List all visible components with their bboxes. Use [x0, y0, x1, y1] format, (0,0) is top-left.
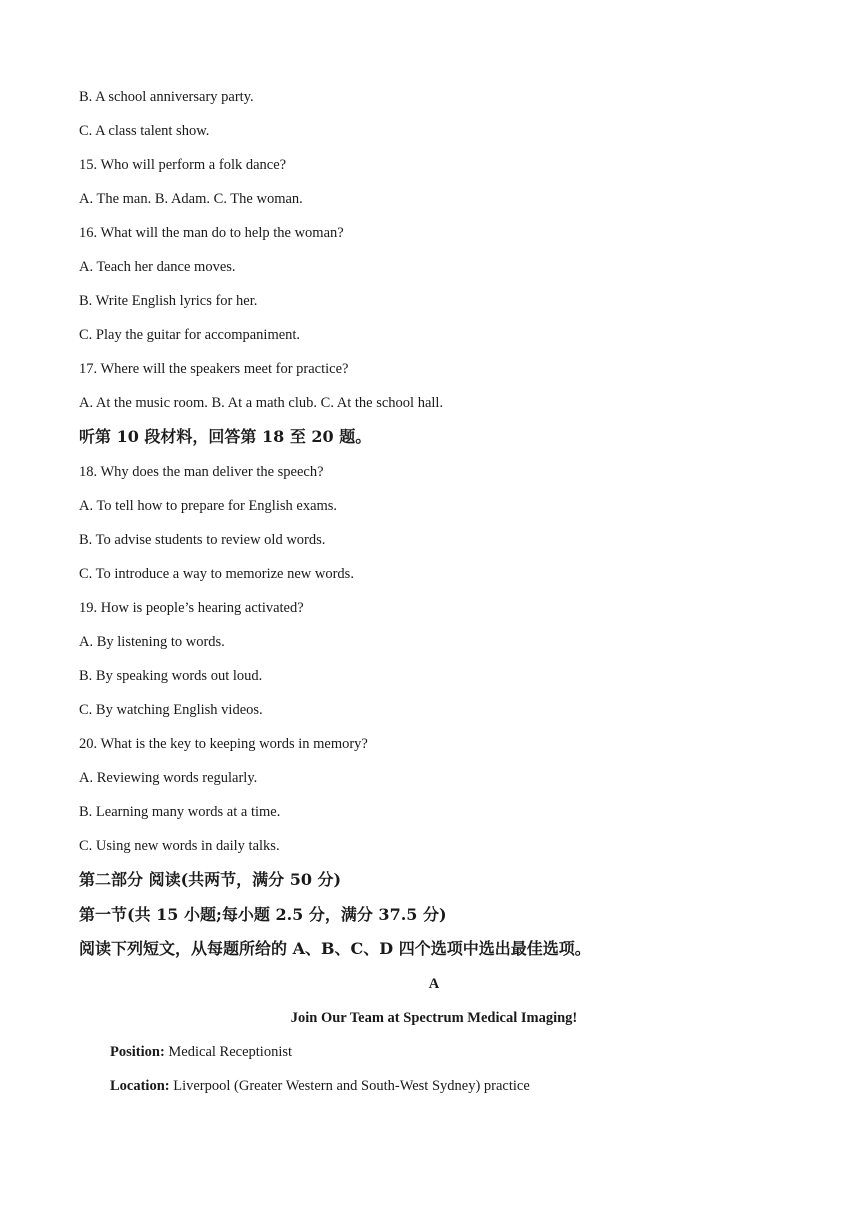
section-heading: 听第 10 段材料，回答第 18 至 20 题。: [79, 427, 372, 446]
option-line: B. By speaking words out loud.: [79, 668, 263, 684]
question-line: 16. What will the man do to help the woman?: [79, 225, 344, 241]
question-line: 18. Why does the man deliver the speech?: [79, 464, 324, 480]
position-line: [110, 1043, 292, 1061]
question-line: 17. Where will the speakers meet for practice?: [79, 361, 349, 377]
position-label: Position:: [110, 1044, 165, 1060]
part-heading: 第二部分 阅读(共两节，满分 50 分): [79, 870, 342, 889]
location-value: Liverpool (Greater Western and South-West Sydney) practice: [169, 1078, 530, 1094]
question-line: 19. How is people’s hearing activated?: [79, 600, 304, 616]
option-line: A. At the music room. B. At a math club. C. At the school hall.: [79, 395, 444, 411]
option-line: A. Reviewing words regularly.: [79, 770, 258, 786]
question-line: 15. Who will perform a folk dance?: [79, 157, 287, 173]
option-line: B. Write English lyrics for her.: [79, 293, 258, 309]
option-line: B. A school anniversary party.: [79, 89, 254, 105]
option-line: C. By watching English videos.: [79, 702, 263, 718]
option-line: C. To introduce a way to memorize new words.: [79, 566, 354, 582]
option-line: C. Using new words in daily talks.: [79, 838, 280, 854]
option-line: C. A class talent show.: [79, 123, 210, 139]
section-heading: 第一节(共 15 小题;每小题 2.5 分，满分 37.5 分): [79, 905, 447, 924]
option-line: C. Play the guitar for accompaniment.: [79, 327, 301, 343]
passage-title: Join Our Team at Spectrum Medical Imaging!: [290, 1010, 578, 1026]
instruction-text: 阅读下列短文，从每题所给的 A、B、C、D 四个选项中选出最佳选项。: [79, 939, 591, 958]
option-line: A. By listening to words.: [79, 634, 225, 650]
location-label: Location:: [110, 1078, 170, 1094]
position-value: Medical Receptionist: [164, 1044, 293, 1060]
question-line: 20. What is the key to keeping words in memory?: [79, 736, 368, 752]
option-line: A. The man. B. Adam. C. The woman.: [79, 191, 303, 207]
option-line: B. Learning many words at a time.: [79, 804, 281, 820]
option-line: A. Teach her dance moves.: [79, 259, 236, 275]
passage-letter: A: [428, 976, 440, 992]
option-line: B. To advise students to review old words.: [79, 532, 326, 548]
location-line: [110, 1077, 530, 1095]
option-line: A. To tell how to prepare for English exams.: [79, 498, 338, 514]
